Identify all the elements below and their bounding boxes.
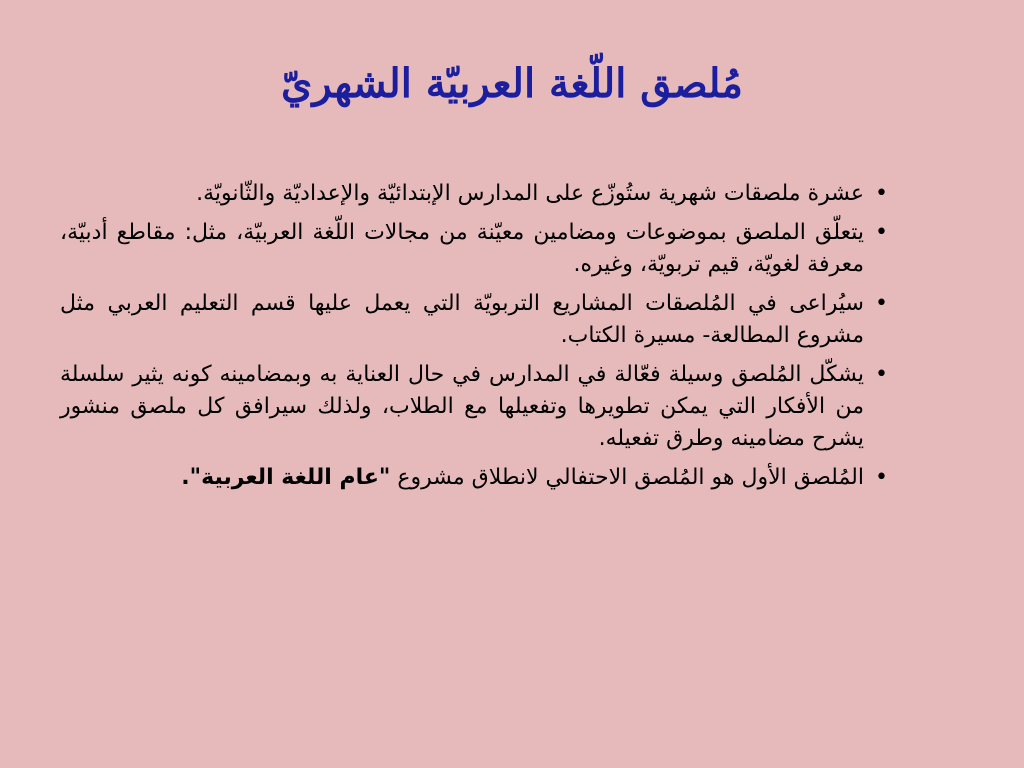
- slide-title: مُلصق اللّغة العربيّة الشهريّ: [281, 60, 743, 107]
- bullet-dot-icon: •: [875, 220, 888, 245]
- bullet-text: يتعلّق الملصق بموضوعات ومضامين معيّنة من مجالات اللّغة العربيّة، مثل: مقاطع أدبيّة، معرفة لغويّة، قيم تربويّة، وغيره.: [60, 220, 864, 277]
- bullet-text: المُلصق الأول هو المُلصق الاحتفالي لانطلاق مشروع: [390, 465, 864, 490]
- bullet-item: [60, 462, 902, 494]
- bullet-item: [60, 178, 902, 210]
- bullet-item: [60, 217, 902, 281]
- bullet-item: [60, 359, 902, 455]
- bullet-dot-icon: •: [875, 362, 888, 387]
- bullet-text: سيُراعى في المُلصقات المشاريع التربويّة التي يعمل عليها قسم التعليم العربي مثل مشروع المطالعة- مسيرة الكتاب.: [60, 291, 864, 348]
- bullet-list: [60, 178, 902, 501]
- bullet-emphasis: "عام اللغة العربية".: [181, 465, 391, 490]
- bullet-item: [60, 288, 902, 352]
- bullet-text: عشرة ملصقات شهرية ستُوزّع على المدارس الإبتدائيّة والإعداديّة والثّانويّة.: [196, 181, 864, 206]
- bullet-dot-icon: •: [875, 291, 888, 316]
- bullet-dot-icon: •: [875, 465, 888, 490]
- bullet-dot-icon: •: [875, 181, 888, 206]
- bullet-text: يشكّل المُلصق وسيلة فعّالة في المدارس في حال العناية به وبمضامينه كونه يثير سلسلة من الأفكار التي يمكن تطويرها وتفعيلها مع الطلاب، ولذلك سيرافق كل ملصق منشور يشرح مضامينه وطرق تفعيله.: [60, 362, 864, 451]
